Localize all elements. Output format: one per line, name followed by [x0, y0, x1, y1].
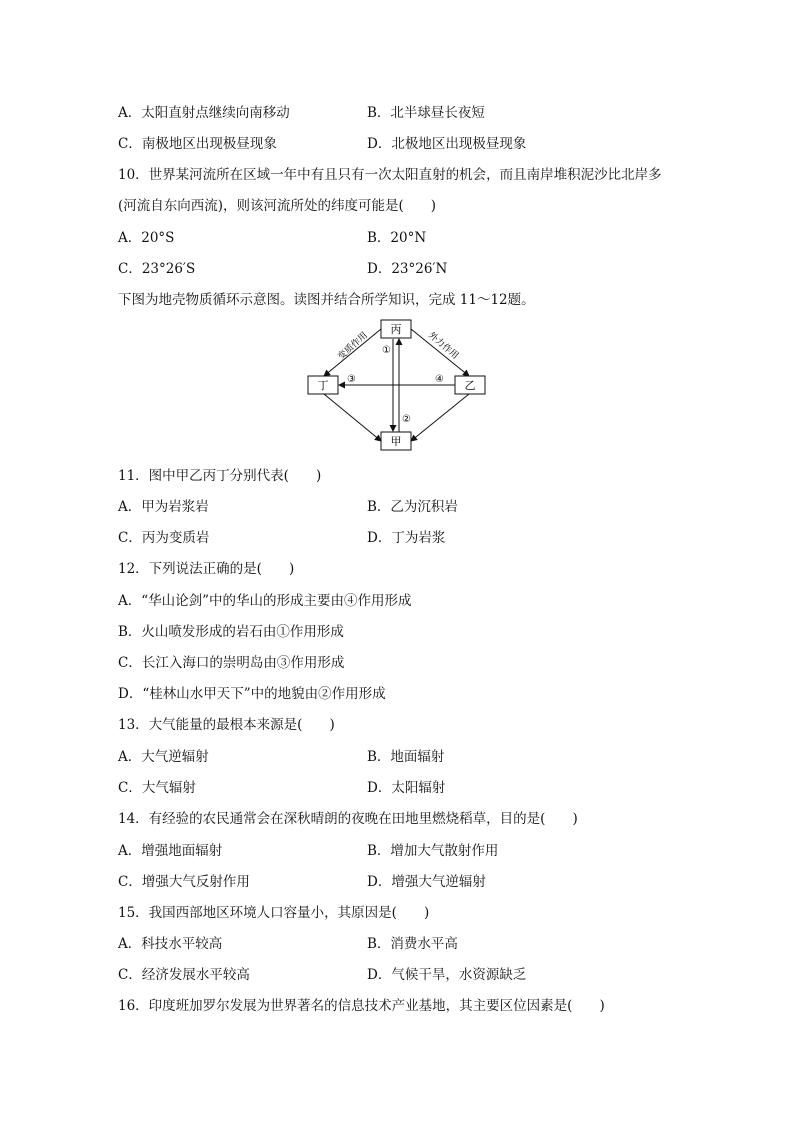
q9-option-a: A．太阳直射点继续向南移动	[118, 105, 290, 121]
label-external-force: 外力作用	[426, 330, 461, 362]
q9-option-d: D．北极地区出现极昼现象	[367, 136, 527, 152]
q14-option-a: A．增强地面辐射	[118, 843, 223, 859]
q14-option-c: C．增强大气反射作用	[118, 874, 250, 890]
node-yi: 乙	[464, 379, 476, 392]
q10-stem-line2: (河流自东向西流)，则该河流所处的纬度可能是( )	[118, 198, 437, 214]
q10-option-a: A．20°S	[118, 230, 175, 246]
q12-option-b: B．火山喷发形成的岩石由①作用形成	[118, 624, 344, 640]
q15-option-d: D．气候干旱，水资源缺乏	[367, 967, 527, 983]
q15-stem: 15．我国西部地区环境人口容量小，其原因是( )	[118, 905, 430, 921]
q12-option-a: A．“华山论剑”中的华山的形成主要由④作用形成	[118, 593, 412, 609]
q13-stem: 13．大气能量的最根本来源是( )	[118, 717, 335, 733]
q9-option-b: B．北半球昼长夜短	[367, 105, 485, 121]
q12-option-c: C．长江入海口的崇明岛由③作用形成	[118, 655, 345, 671]
q11-option-b: B．乙为沉积岩	[367, 499, 458, 515]
node-bing: 丙	[390, 323, 402, 336]
arrow-yi-jia	[411, 394, 469, 441]
rock-cycle-diagram	[300, 316, 500, 456]
q13-option-a: A．大气逆辐射	[118, 749, 209, 765]
q12-stem: 12．下列说法正确的是( )	[118, 561, 295, 577]
diagram-intro: 下图为地壳物质循环示意图。读图并结合所学知识，完成 11～12题。	[118, 292, 535, 308]
label-circle-4: ④	[435, 374, 444, 385]
q15-option-c: C．经济发展水平较高	[118, 967, 250, 983]
q12-option-d: D．“桂林山水甲天下”中的地貌由②作用形成	[118, 686, 386, 702]
q14-option-b: B．增加大气散射作用	[367, 843, 499, 859]
q11-stem: 11．图中甲乙丙丁分别代表( )	[118, 468, 322, 484]
label-circle-3: ③	[347, 374, 356, 385]
q10-option-c: C．23°26′S	[118, 261, 196, 277]
q10-option-b: B．20°N	[367, 230, 427, 246]
node-ding: 丁	[317, 379, 329, 392]
q11-option-a: A．甲为岩浆岩	[118, 499, 209, 515]
arrow-ding-jia	[324, 394, 381, 441]
q10-option-d: D．23°26′N	[367, 261, 448, 277]
q16-stem: 16．印度班加罗尔发展为世界著名的信息技术产业基地，其主要区位因素是( )	[118, 998, 605, 1014]
q9-option-c: C．南极地区出现极昼现象	[118, 136, 277, 152]
q11-option-c: C．丙为变质岩	[118, 530, 210, 546]
q13-option-c: C．大气辐射	[118, 780, 196, 796]
label-metamorphism: 变质作用	[336, 330, 370, 363]
q10-stem-line1: 10．世界某河流所在区域一年中有且只有一次太阳直射的机会，而且南岸堆积泥沙比北岸多	[118, 167, 662, 183]
q15-option-a: A．科技水平较高	[118, 936, 223, 952]
q14-stem: 14．有经验的农民通常会在深秋晴朗的夜晚在田地里燃烧稻草，目的是( )	[118, 811, 578, 827]
q14-option-d: D．增强大气逆辐射	[367, 874, 486, 890]
node-jia: 甲	[390, 435, 402, 448]
label-circle-1: ①	[382, 345, 391, 356]
q11-option-d: D．丁为岩浆	[367, 530, 446, 546]
q13-option-d: D．太阳辐射	[367, 780, 446, 796]
q15-option-b: B．消费水平高	[367, 936, 458, 952]
q13-option-b: B．地面辐射	[367, 749, 445, 765]
label-circle-2: ②	[402, 414, 411, 425]
